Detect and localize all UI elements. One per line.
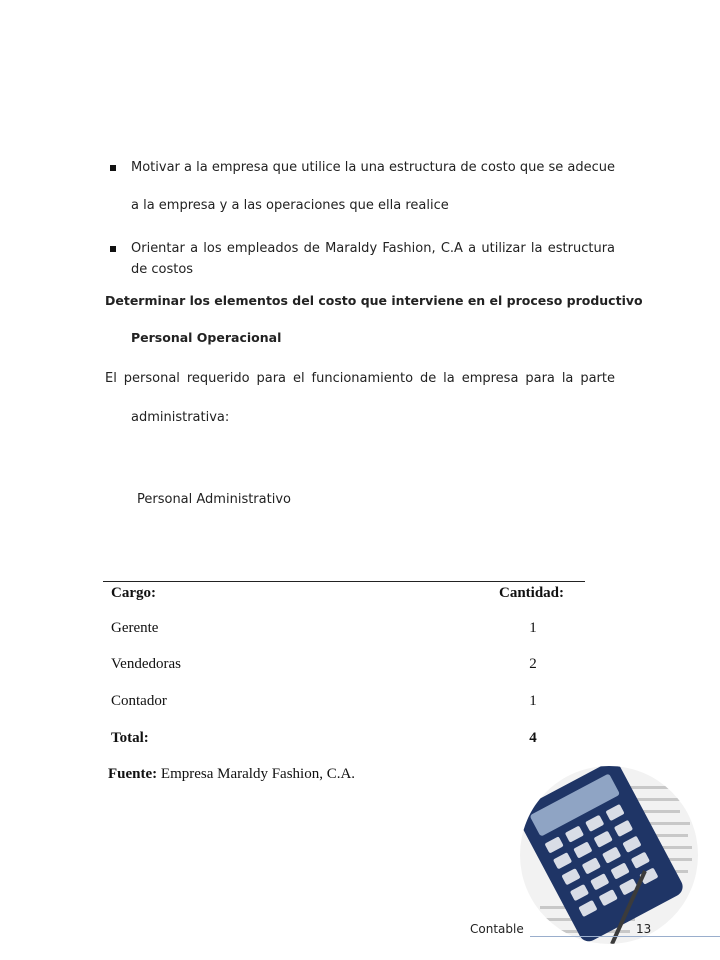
table-row-cantidad: 2 bbox=[529, 656, 537, 672]
bullet-marker bbox=[110, 165, 116, 171]
subheading: Personal Operacional bbox=[131, 330, 282, 345]
table-row-cantidad: 1 bbox=[529, 620, 537, 636]
bullet-1-line-2: a la empresa y a las operaciones que ella realice bbox=[131, 198, 449, 213]
table-header-cargo: Cargo: bbox=[111, 585, 156, 601]
table-row-cargo: Contador bbox=[111, 693, 167, 709]
table-title: Personal Administrativo bbox=[137, 492, 291, 507]
table-source bbox=[108, 766, 355, 783]
bullet-1-line-1: Motivar a la empresa que utilice la una estructura de costo que se adecue bbox=[131, 160, 615, 175]
table-total-value: 4 bbox=[529, 730, 537, 746]
paragraph-line-2: administrativa: bbox=[131, 410, 230, 425]
calculator-image bbox=[520, 766, 698, 944]
source-label: Fuente: bbox=[108, 766, 158, 782]
section-heading: Determinar los elementos del costo que interviene en el proceso productivo bbox=[105, 293, 643, 308]
footer-label: Contable bbox=[470, 922, 524, 936]
table-row-cargo: Gerente bbox=[111, 620, 159, 636]
calculator-illustration bbox=[520, 766, 698, 944]
table-header-cantidad: Cantidad: bbox=[499, 585, 565, 601]
bullet-2-line-1: Orientar a los empleados de Maraldy Fashion, C.A a utilizar la estructura bbox=[131, 241, 615, 256]
table-top-rule bbox=[103, 581, 585, 582]
page-number: 13 bbox=[636, 922, 652, 936]
table-total-label: Total: bbox=[111, 730, 149, 746]
table-row-cargo: Vendedoras bbox=[111, 656, 181, 672]
footer-rule bbox=[530, 936, 720, 937]
paragraph-line-1: El personal requerido para el funcionamiento de la empresa para la parte bbox=[105, 371, 615, 386]
bullet-marker bbox=[110, 246, 116, 252]
source-text: Empresa Maraldy Fashion, C.A. bbox=[157, 766, 356, 782]
table-row-cantidad: 1 bbox=[529, 693, 537, 709]
bullet-2-line-2: de costos bbox=[131, 262, 194, 277]
